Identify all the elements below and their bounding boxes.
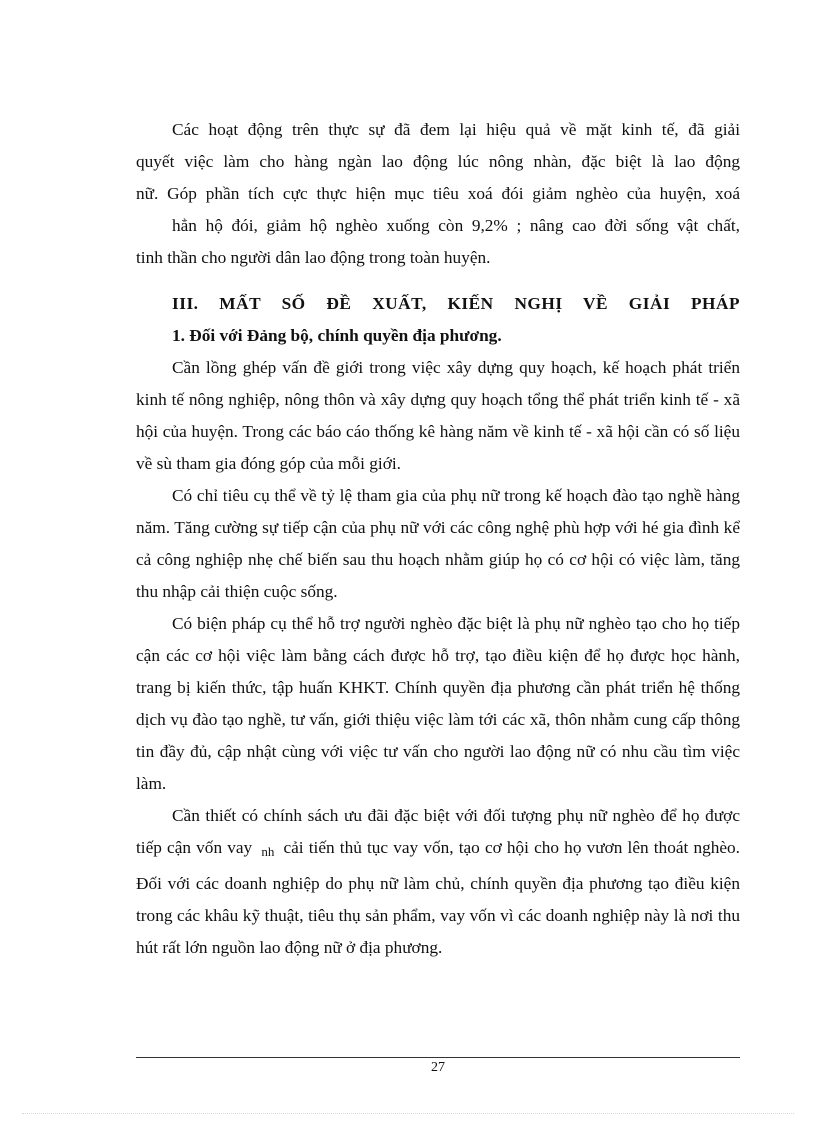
section-heading: III. MẤT SỐ ĐỀ XUẤT, KIẾN NGHỊ VỀ GIẢI PHÁP	[172, 294, 740, 313]
paragraph-1-line-3: nữ. Góp phần tích cực thực hiện mục tiêu xoá đói giảm nghèo của huyện, xoá	[136, 184, 740, 203]
paragraph-5-text-before: Cần thiết có chính sách ưu đãi đặc biệt với đối tượng phụ nữ nghèo để họ được tiếp cận vốn vay	[136, 806, 740, 857]
page-body	[136, 114, 740, 964]
paragraph-1-line-4: hẳn hộ đói, giảm hộ nghèo xuống còn 9,2% ; nâng cao đời sống vật chất,	[172, 216, 740, 235]
paragraph-1	[136, 114, 740, 274]
paragraph-5-fragment: nh	[261, 844, 275, 859]
paragraph-1-line-2: quyết việc làm cho hàng ngàn lao động lúc nông nhàn, đặc biệt là lao động	[136, 152, 740, 171]
paragraph-4: Có biện pháp cụ thể hỗ trợ người nghèo đặc biệt là phụ nữ nghèo tạo cho họ tiếp cận các cơ hội việc làm bằng cách được hỗ trợ, tạo điều kiện để họ được học hành, trang bị kiến thức, tập huấn KHKT. Chính quyền địa phương cần phát triển hệ thống dịch vụ đào tạo nghề, tư vấn, giới thiệu việc làm tới các xã, thôn nhằm cung cấp thông tin đầy đủ, cập nhật cùng với việc tư vấn cho người lao động nữ có nhu cầu tìm việc làm.	[136, 614, 740, 793]
paragraph-5-text-after: cải tiến thủ tục vay vốn, tạo cơ hội cho họ vươn lên thoát nghèo. Đối với các doanh nghiệp do phụ nữ làm chủ, chính quyền địa phương tạo điều kiện trong các khâu kỹ thuật, tiêu thụ sản phẩm, vay vốn vì các doanh nghiệp này là nơi thu hút rất lớn nguồn lao động nữ ở địa phương.	[136, 838, 740, 957]
spacer	[136, 274, 740, 281]
page-number: 27	[431, 1060, 445, 1075]
paragraph-1-line-1: Các hoạt động trên thực sự đã đem lại hiệu quả về mặt kinh tế, đã giải	[172, 120, 740, 139]
subsection-heading: 1. Đối với Đảng bộ, chính quyền địa phương.	[172, 326, 502, 345]
paragraph-1-line-5: tinh thần cho người dân lao động trong toàn huyện.	[136, 248, 491, 267]
page-bottom-border	[22, 1113, 794, 1114]
paragraph-5	[136, 800, 740, 964]
paragraph-3: Có chỉ tiêu cụ thể về tỷ lệ tham gia của phụ nữ trong kế hoạch đào tạo nghề hàng năm. Tăng cường sự tiếp cận của phụ nữ với các công nghệ phù hợp với hé gia đình kể cả công nghiệp nhẹ chế biến sau thu hoạch nhằm giúp họ có cơ hội có việc làm, tăng thu nhập cải thiện cuộc sống.	[136, 486, 740, 601]
paragraph-2: Cần lồng ghép vấn đề giới trong việc xây dựng quy hoạch, kế hoạch phát triển kinh tế nông nghiệp, nông thôn và xây dựng quy hoạch tổng thể phát triển kinh tế - xã hội của huyện. Trong các báo cáo thống kê hàng năm về kinh tế - xã hội cần có số liệu về sù tham gia đóng góp của mỗi giới.	[136, 358, 740, 473]
